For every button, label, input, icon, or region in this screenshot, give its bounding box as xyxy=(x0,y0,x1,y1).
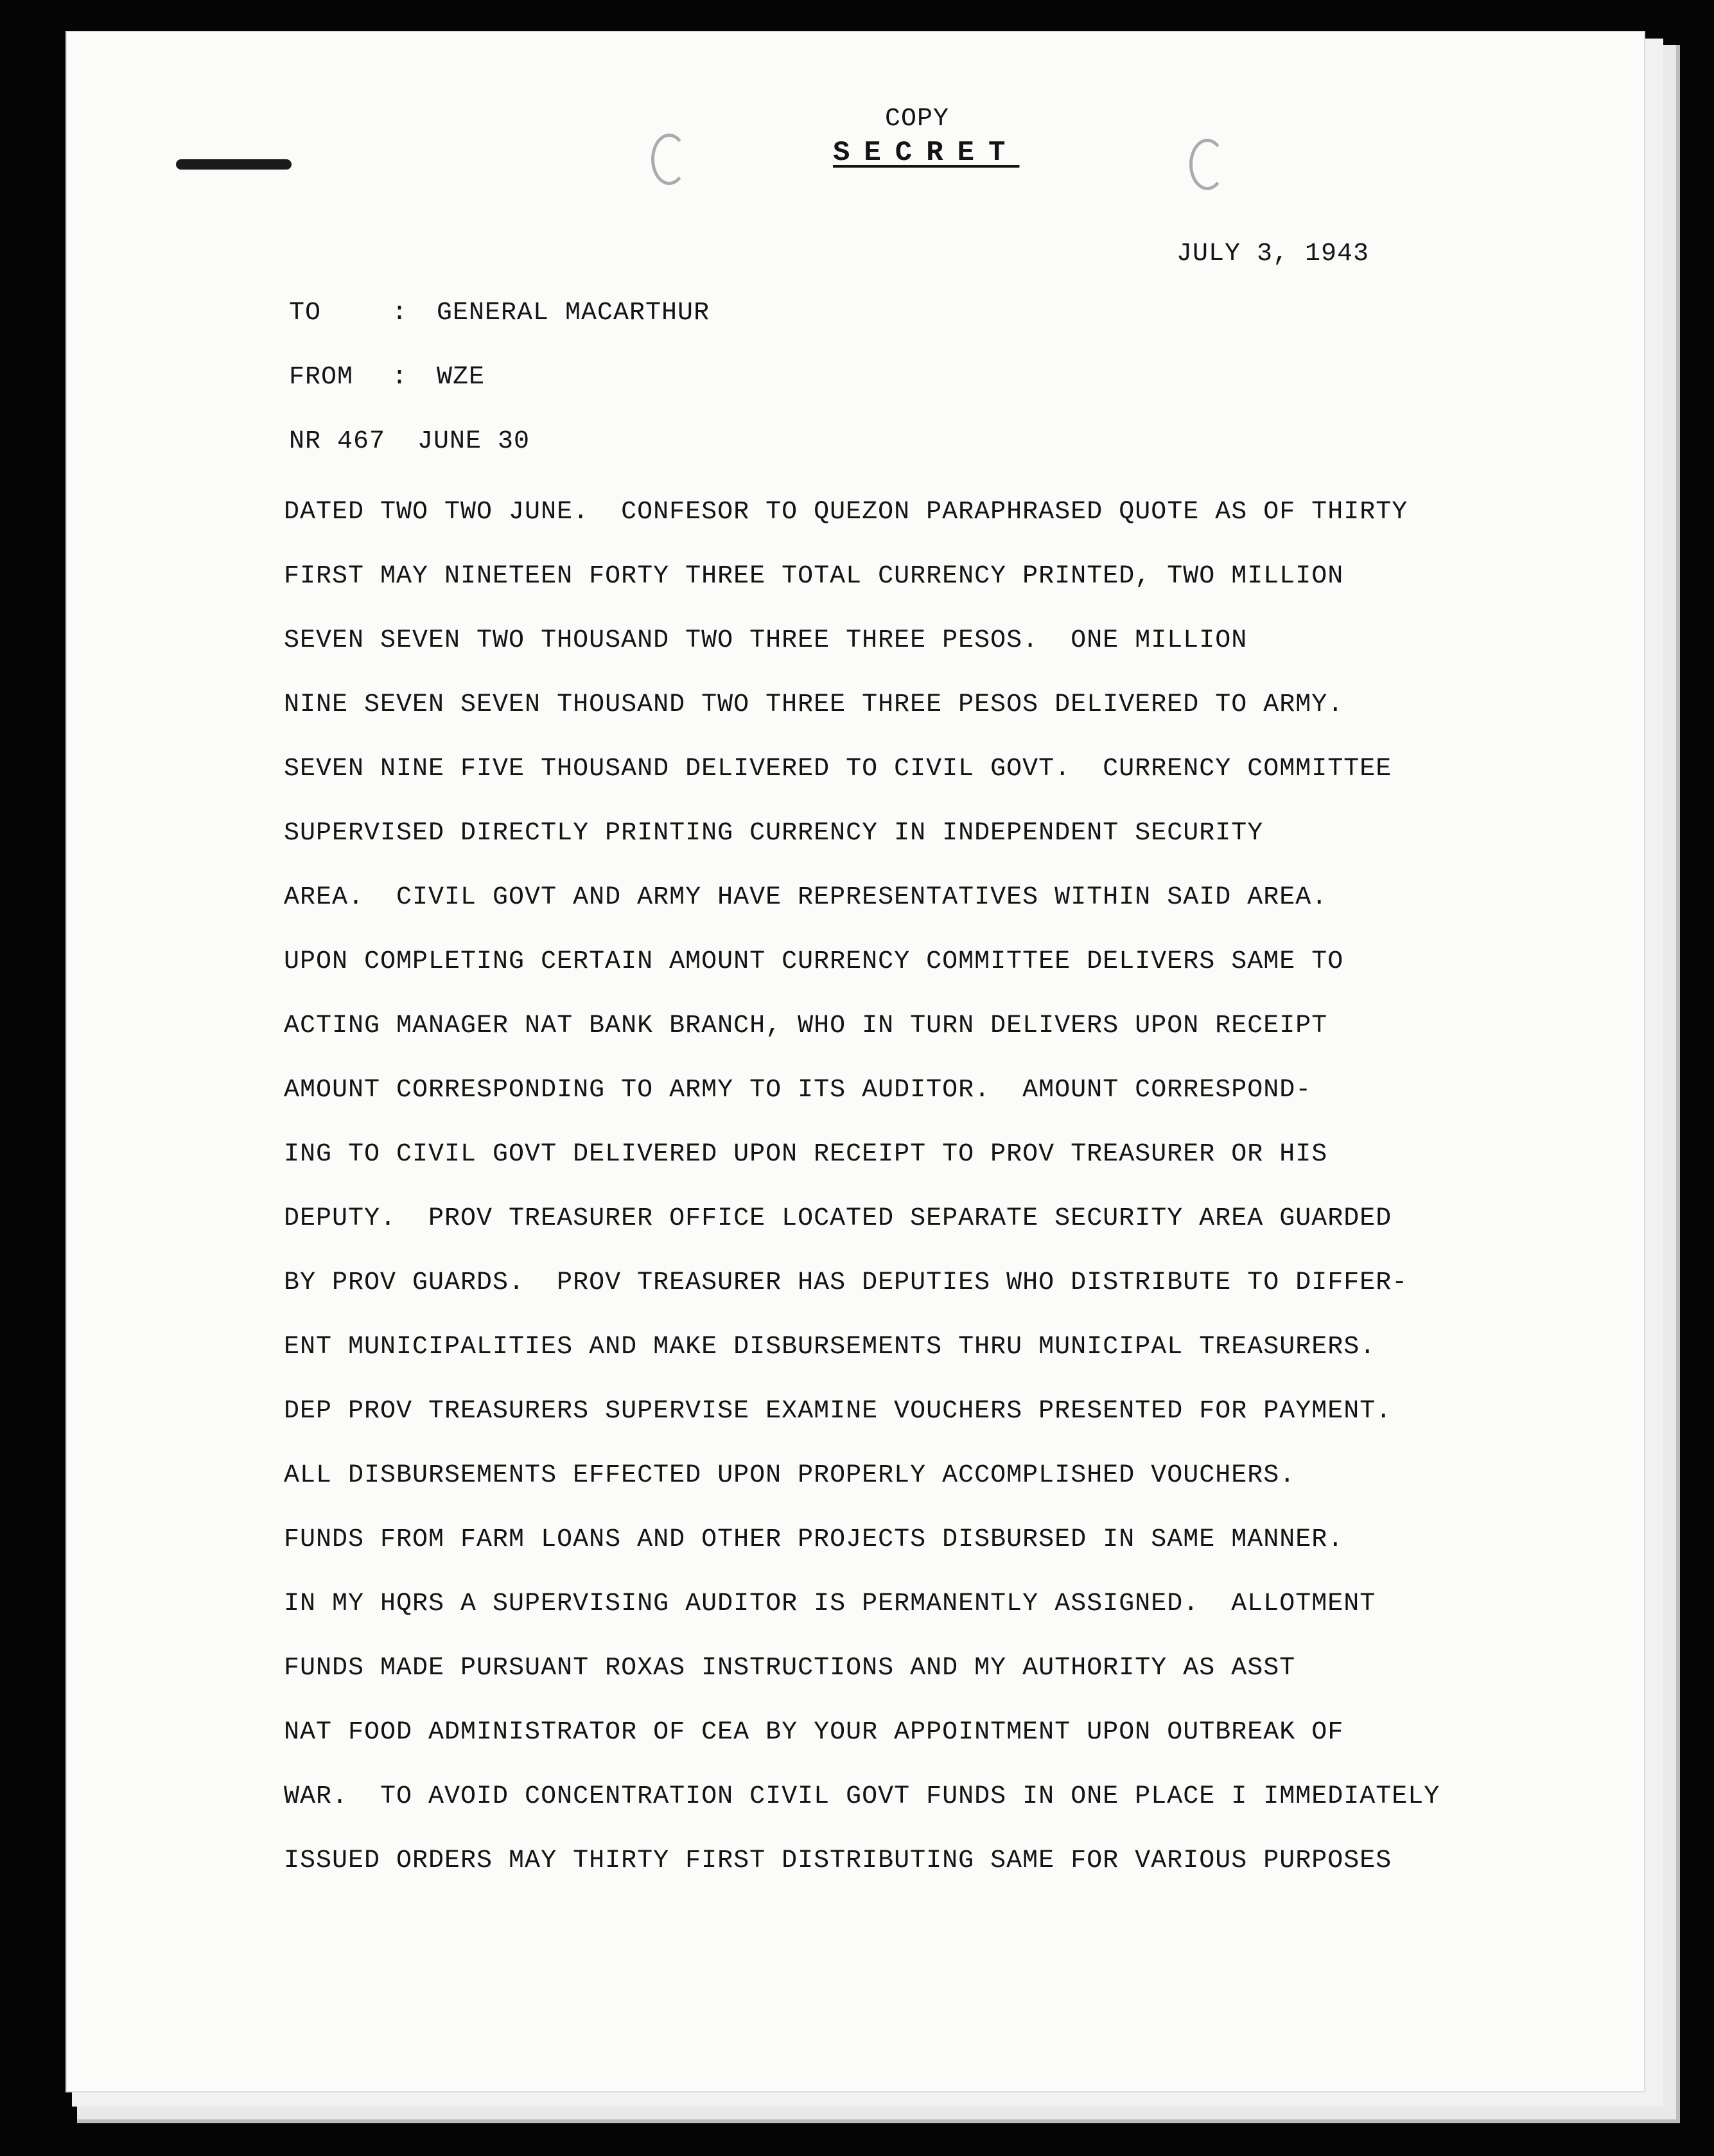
copy-label: COPY xyxy=(885,105,950,134)
body-line: ISSUED ORDERS MAY THIRTY FIRST DISTRIBUTING SAME FOR VARIOUS PURPOSES xyxy=(284,1846,1392,1875)
body-line: ACTING MANAGER NAT BANK BRANCH, WHO IN TURN DELIVERS UPON RECEIPT xyxy=(284,1012,1328,1040)
document-page xyxy=(66,31,1645,2092)
to-key: TO xyxy=(289,299,322,328)
body-line: FUNDS FROM FARM LOANS AND OTHER PROJECTS DISBURSED IN SAME MANNER. xyxy=(284,1525,1344,1554)
body-line: WAR. TO AVOID CONCENTRATION CIVIL GOVT FUNDS IN ONE PLACE I IMMEDIATELY xyxy=(284,1782,1440,1811)
body-line: DEPUTY. PROV TREASURER OFFICE LOCATED SEPARATE SECURITY AREA GUARDED xyxy=(284,1204,1392,1233)
body-line: UPON COMPLETING CERTAIN AMOUNT CURRENCY COMMITTEE DELIVERS SAME TO xyxy=(284,947,1344,976)
body-line: BY PROV GUARDS. PROV TREASURER HAS DEPUTIES WHO DISTRIBUTE TO DIFFER- xyxy=(284,1268,1408,1297)
punch-hole-left xyxy=(651,134,687,185)
body-line: FIRST MAY NINETEEN FORTY THREE TOTAL CURRENCY PRINTED, TWO MILLION xyxy=(284,562,1344,591)
from-key: FROM xyxy=(289,363,354,392)
classification-label: SECRET xyxy=(833,137,1020,169)
to-value: GENERAL MACARTHUR xyxy=(437,299,710,328)
message-body xyxy=(284,493,1491,1906)
body-line: SEVEN NINE FIVE THOUSAND DELIVERED TO CIVIL GOVT. CURRENCY COMMITTEE xyxy=(284,755,1392,784)
body-line: SUPERVISED DIRECTLY PRINTING CURRENCY IN INDEPENDENT SECURITY xyxy=(284,819,1264,848)
body-line: NAT FOOD ADMINISTRATOR OF CEA BY YOUR APPOINTMENT UPON OUTBREAK OF xyxy=(284,1718,1344,1747)
body-line: IN MY HQRS A SUPERVISING AUDITOR IS PERMANENTLY ASSIGNED. ALLOTMENT xyxy=(284,1590,1376,1618)
body-line: AREA. CIVIL GOVT AND ARMY HAVE REPRESENTATIVES WITHIN SAID AREA. xyxy=(284,883,1328,912)
body-line: ENT MUNICIPALITIES AND MAKE DISBURSEMENTS THRU MUNICIPAL TREASURERS. xyxy=(284,1333,1376,1362)
document-date: JULY 3, 1943 xyxy=(1176,240,1370,268)
from-value: WZE xyxy=(437,363,485,392)
body-line: FUNDS MADE PURSUANT ROXAS INSTRUCTIONS AND MY AUTHORITY AS ASST xyxy=(284,1654,1296,1683)
body-line: NINE SEVEN SEVEN THOUSAND TWO THREE THREE PESOS DELIVERED TO ARMY. xyxy=(284,690,1344,719)
body-line: ING TO CIVIL GOVT DELIVERED UPON RECEIPT TO PROV TREASURER OR HIS xyxy=(284,1140,1328,1169)
punch-hole-right xyxy=(1189,139,1225,190)
body-line: DATED TWO TWO JUNE. CONFESOR TO QUEZON PARAPHRASED QUOTE AS OF THIRTY xyxy=(284,498,1408,527)
body-line: SEVEN SEVEN TWO THOUSAND TWO THREE THREE PESOS. ONE MILLION xyxy=(284,626,1248,655)
to-separator: : xyxy=(392,299,408,328)
message-reference: NR 467 JUNE 30 xyxy=(289,427,530,456)
staple-mark xyxy=(176,159,292,170)
body-line: ALL DISBURSEMENTS EFFECTED UPON PROPERLY ACCOMPLISHED VOUCHERS. xyxy=(284,1461,1296,1490)
body-line: DEP PROV TREASURERS SUPERVISE EXAMINE VOUCHERS PRESENTED FOR PAYMENT. xyxy=(284,1397,1392,1426)
body-line: AMOUNT CORRESPONDING TO ARMY TO ITS AUDITOR. AMOUNT CORRESPOND- xyxy=(284,1076,1312,1105)
from-separator: : xyxy=(392,363,408,392)
